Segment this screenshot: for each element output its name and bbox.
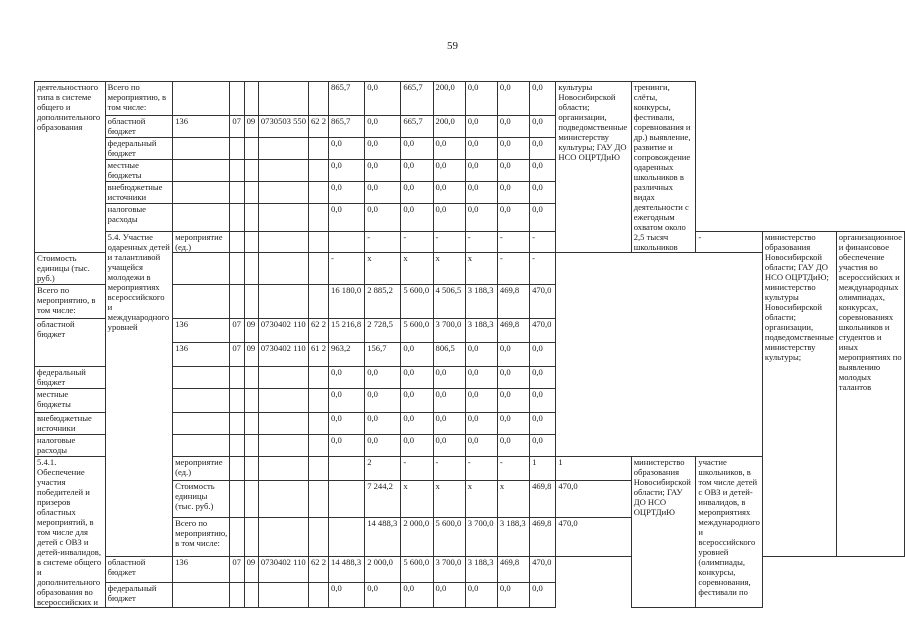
funding-source-cell: налоговые расходы <box>35 435 106 457</box>
amount-cell: - <box>530 232 556 253</box>
amount-cell: х <box>465 253 497 285</box>
expense-type-cell <box>329 481 365 518</box>
expense-type-cell <box>329 518 365 557</box>
amount-cell: 0,0 <box>433 435 465 457</box>
activity-name-cell: 5.4. Участие одаренных детей и талантливой учащейся молодежи в мероприятиях всероссийского и международного уровней <box>105 232 172 557</box>
amount-cell: 0,0 <box>329 204 365 232</box>
amount-cell: х <box>365 253 401 285</box>
amount-cell: 200,0 <box>433 116 465 138</box>
funding-source-cell: Всего по мероприятию, в том числе: <box>105 82 172 116</box>
amount-cell: 15 216,8 <box>329 319 365 343</box>
gov-code-cell <box>230 232 244 253</box>
target-article-cell <box>258 582 308 607</box>
expense-type-cell <box>309 582 329 607</box>
amount-cell: 0,0 <box>365 82 401 116</box>
section-code-cell: 07 <box>230 319 244 343</box>
amount-cell: 0,0 <box>365 116 401 138</box>
amount-cell: 0,0 <box>433 160 465 182</box>
expense-type-cell <box>309 182 329 204</box>
amount-cell: 3 700,0 <box>465 518 497 557</box>
page-number: 59 <box>447 40 458 52</box>
funding-source-cell: Всего по мероприятию, в том числе: <box>173 518 230 557</box>
amount-cell: 0,0 <box>401 582 433 607</box>
table-row <box>35 116 905 138</box>
amount-cell: 3 700,0 <box>433 557 465 582</box>
amount-cell: 0,0 <box>497 182 529 204</box>
amount-cell: 200,0 <box>433 82 465 116</box>
gov-code-cell <box>173 435 230 457</box>
gov-code-cell <box>173 82 230 116</box>
expense-type-cell <box>309 285 329 319</box>
gov-code-cell <box>230 457 244 481</box>
subsection-code-cell: 09 <box>244 343 258 367</box>
amount-cell: 470,0 <box>530 319 556 343</box>
section-code-cell <box>244 518 258 557</box>
section-code-cell <box>230 435 244 457</box>
amount-cell: 0,0 <box>497 389 529 413</box>
amount-cell: - <box>465 232 497 253</box>
activity-name-cell: деятельностного типа в системе общего и дополнительного образования <box>35 82 106 253</box>
amount-cell: х <box>433 481 465 518</box>
gov-code-cell: 136 <box>173 116 230 138</box>
subsection-code-cell <box>258 232 308 253</box>
amount-cell: 0,0 <box>530 435 556 457</box>
executor-cell: министерство образования Новосибирской области; ГАУ ДО НСО ОЦРТДиЮ <box>631 457 696 608</box>
target-article-cell <box>258 160 308 182</box>
amount-cell: 0,0 <box>497 582 529 607</box>
subsection-code-cell: 09 <box>244 557 258 582</box>
amount-cell: 0,0 <box>365 138 401 160</box>
subsection-code-cell <box>244 435 258 457</box>
amount-cell: 0,0 <box>530 413 556 435</box>
subsection-code-cell <box>244 182 258 204</box>
amount-cell: 3 700,0 <box>433 319 465 343</box>
amount-cell: 469,8 <box>530 481 556 518</box>
target-article-cell <box>258 367 308 389</box>
amount-cell: 0,0 <box>401 389 433 413</box>
amount-cell: 0,0 <box>401 413 433 435</box>
amount-cell: 0,0 <box>401 343 433 367</box>
amount-cell: 2 728,5 <box>365 319 401 343</box>
amount-cell: - <box>497 253 529 285</box>
gov-code-cell: 136 <box>173 319 230 343</box>
amount-cell: 0,0 <box>497 160 529 182</box>
amount-cell: 469,8 <box>497 557 529 582</box>
funding-source-cell: налоговые расходы <box>105 204 172 232</box>
amount-cell: 0,0 <box>401 435 433 457</box>
funding-source-cell: федеральный бюджет <box>35 367 106 389</box>
amount-cell: 0,0 <box>465 182 497 204</box>
amount-cell: - <box>329 253 365 285</box>
amount-cell: 5 600,0 <box>401 319 433 343</box>
table-row <box>35 182 905 204</box>
gov-code-cell <box>173 285 230 319</box>
target-article-cell <box>258 82 308 116</box>
section-code-cell <box>230 253 244 285</box>
section-code-cell <box>230 413 244 435</box>
amount-cell: 470,0 <box>530 285 556 319</box>
expected-result-cell: тренинги, слёты, конкурсы, фестивали, соревнования и др.) выявление, развитие и сопровождение одаренных школьников в различных видах деятельности с ежегодным охватом около 2,5 тысяч школьников <box>631 82 696 253</box>
amount-cell: 470,0 <box>556 481 631 518</box>
funding-source-cell: мероприятие (ед.) <box>173 232 230 253</box>
amount-cell: 469,8 <box>530 518 556 557</box>
amount-cell: 0,0 <box>433 204 465 232</box>
subsection-code-cell: 09 <box>244 319 258 343</box>
target-article-cell <box>309 481 329 518</box>
amount-cell: 0,0 <box>433 389 465 413</box>
amount-cell: 0,0 <box>465 138 497 160</box>
amount-cell: 963,2 <box>329 343 365 367</box>
gov-code-cell <box>173 413 230 435</box>
amount-cell: 0,0 <box>329 367 365 389</box>
amount-cell: 0,0 <box>530 82 556 116</box>
section-code-cell <box>230 182 244 204</box>
amount-cell: 0,0 <box>365 367 401 389</box>
amount-cell: 0,0 <box>530 389 556 413</box>
amount-cell: 7 244,2 <box>365 481 401 518</box>
activity-name-cell: 5.4.1. Обеспечение участия победителей и призеров областных мероприятий, в том числе для детей с ОВЗ и детей-инвалидов, в системе общего и дополнительного образования во всероссийских и <box>35 457 106 608</box>
table-row <box>35 557 905 582</box>
subsection-code-cell <box>244 285 258 319</box>
subsection-code-cell <box>244 160 258 182</box>
amount-cell: - <box>433 457 465 481</box>
expense-type-cell: 62 2 <box>309 319 329 343</box>
amount-cell: 0,0 <box>530 160 556 182</box>
amount-cell: 0,0 <box>365 389 401 413</box>
section-code-cell: 07 <box>230 343 244 367</box>
funding-source-cell: внебюджетные источники <box>105 182 172 204</box>
amount-cell: х <box>401 481 433 518</box>
section-code-cell <box>230 160 244 182</box>
expense-type-cell <box>309 413 329 435</box>
amount-cell: 0,0 <box>329 138 365 160</box>
gov-code-cell <box>173 160 230 182</box>
amount-cell: 14 488,3 <box>329 557 365 582</box>
gov-code-cell <box>173 138 230 160</box>
amount-cell: 0,0 <box>465 582 497 607</box>
gov-code-cell <box>173 182 230 204</box>
expense-type-cell <box>329 232 365 253</box>
amount-cell: 0,0 <box>433 367 465 389</box>
amount-cell: 0,0 <box>497 82 529 116</box>
amount-cell: 0,0 <box>465 435 497 457</box>
amount-cell: 0,0 <box>497 413 529 435</box>
amount-cell: 0,0 <box>433 182 465 204</box>
subsection-code-cell <box>244 204 258 232</box>
amount-cell: 0,0 <box>465 413 497 435</box>
amount-cell: 0,0 <box>465 343 497 367</box>
expense-type-cell <box>309 82 329 116</box>
gov-code-cell <box>173 582 230 607</box>
amount-cell: - <box>497 232 529 253</box>
amount-cell: 5 600,0 <box>401 557 433 582</box>
target-article-cell <box>258 138 308 160</box>
amount-cell: 0,0 <box>433 582 465 607</box>
amount-cell: 0,0 <box>329 389 365 413</box>
amount-cell: 0,0 <box>497 116 529 138</box>
amount-cell: 0,0 <box>465 82 497 116</box>
target-article-cell <box>258 253 308 285</box>
table-row <box>35 582 905 607</box>
table-row <box>35 138 905 160</box>
section-code-cell: 07 <box>230 557 244 582</box>
subsection-code-cell <box>244 138 258 160</box>
funding-source-cell: федеральный бюджет <box>105 138 172 160</box>
target-article-cell <box>258 285 308 319</box>
subsection-code-cell <box>244 413 258 435</box>
amount-cell: 0,0 <box>530 367 556 389</box>
amount-cell: 865,7 <box>329 116 365 138</box>
expense-type-cell <box>329 457 365 481</box>
amount-cell: 0,0 <box>497 204 529 232</box>
funding-source-cell: федеральный бюджет <box>105 582 172 607</box>
amount-cell: - <box>433 232 465 253</box>
section-code-cell <box>230 204 244 232</box>
table-row <box>35 232 905 253</box>
target-article-cell <box>258 204 308 232</box>
amount-cell: 0,0 <box>465 160 497 182</box>
gov-code-cell <box>173 204 230 232</box>
amount-cell: 0,0 <box>530 116 556 138</box>
amount-cell: 0,0 <box>497 343 529 367</box>
amount-cell: 0,0 <box>329 413 365 435</box>
expense-type-cell <box>309 389 329 413</box>
amount-cell: - <box>696 232 762 253</box>
section-code-cell <box>230 82 244 116</box>
amount-cell: 0,0 <box>365 204 401 232</box>
amount-cell: х <box>465 481 497 518</box>
amount-cell: 3 188,3 <box>465 285 497 319</box>
section-code-cell: 07 <box>230 116 244 138</box>
amount-cell: 0,0 <box>365 435 401 457</box>
expense-type-cell: 62 2 <box>309 116 329 138</box>
amount-cell: 0,0 <box>433 138 465 160</box>
amount-cell: 0,0 <box>401 138 433 160</box>
amount-cell: 1 <box>556 457 631 481</box>
funding-source-cell: областной бюджет <box>105 557 172 582</box>
gov-code-cell <box>173 389 230 413</box>
section-code-cell <box>230 285 244 319</box>
amount-cell: 2 000,0 <box>401 518 433 557</box>
amount-cell: 2 <box>365 457 401 481</box>
target-article-cell: 0730402 110 <box>258 557 308 582</box>
amount-cell: 806,5 <box>433 343 465 367</box>
amount-cell: - <box>497 457 529 481</box>
gov-code-cell <box>230 481 244 518</box>
amount-cell: 0,0 <box>329 435 365 457</box>
amount-cell: - <box>365 232 401 253</box>
amount-cell: 0,0 <box>401 160 433 182</box>
gov-code-cell: 136 <box>173 343 230 367</box>
section-code-cell <box>244 481 258 518</box>
subsection-code-cell <box>258 481 308 518</box>
subsection-code-cell <box>258 457 308 481</box>
funding-source-cell: внебюджетные источники <box>35 413 106 435</box>
amount-cell: 0,0 <box>497 435 529 457</box>
expected-result-cell: участие школьников, в том числе детей с ОВЗ и детей-инвалидов, в мероприятиях международного и всероссийского уровней (олимпиады, конкурсы, соревнования, фестивали по <box>696 457 762 608</box>
amount-cell: 469,8 <box>497 285 529 319</box>
funding-source-cell: местные бюджеты <box>35 389 106 413</box>
subsection-code-cell: 09 <box>244 116 258 138</box>
amount-cell: - <box>401 232 433 253</box>
expected-result-cell: организационное и финансовое обеспечение участия во всероссийских и международных олимпиадах, конкурсах, соревнованиях школьников и студентов и иных мероприятиях по выявлению молодых талантов <box>836 232 904 557</box>
amount-cell: 2 000,0 <box>365 557 401 582</box>
subsection-code-cell <box>244 82 258 116</box>
section-code-cell <box>244 232 258 253</box>
target-article-cell <box>258 389 308 413</box>
amount-cell: 3 188,3 <box>465 557 497 582</box>
section-code-cell <box>230 138 244 160</box>
amount-cell: 156,7 <box>365 343 401 367</box>
subsection-code-cell <box>244 582 258 607</box>
budget-table <box>34 81 905 608</box>
amount-cell: 16 180,0 <box>329 285 365 319</box>
target-article-cell <box>258 182 308 204</box>
gov-code-cell <box>230 518 244 557</box>
funding-source-cell: областной бюджет <box>105 116 172 138</box>
amount-cell: 469,8 <box>497 319 529 343</box>
target-article-cell: 0730402 110 <box>258 343 308 367</box>
amount-cell: 0,0 <box>530 182 556 204</box>
amount-cell: 0,0 <box>465 367 497 389</box>
amount-cell: 0,0 <box>329 160 365 182</box>
target-article-cell <box>258 413 308 435</box>
expense-type-cell: 61 2 <box>309 343 329 367</box>
amount-cell: 0,0 <box>401 367 433 389</box>
amount-cell: 665,7 <box>401 116 433 138</box>
table-row <box>35 204 905 232</box>
subsection-code-cell <box>244 253 258 285</box>
funding-source-cell: областной бюджет <box>35 319 106 367</box>
funding-source-cell: Стоимость единицы (тыс. руб.) <box>35 253 106 285</box>
amount-cell: 5 600,0 <box>433 518 465 557</box>
section-code-cell <box>230 582 244 607</box>
expense-type-cell <box>309 138 329 160</box>
amount-cell: 0,0 <box>401 182 433 204</box>
amount-cell: 0,0 <box>365 160 401 182</box>
amount-cell: - <box>465 457 497 481</box>
expense-type-cell <box>309 204 329 232</box>
amount-cell: 1 <box>530 457 556 481</box>
target-article-cell <box>258 435 308 457</box>
gov-code-cell: 136 <box>173 557 230 582</box>
amount-cell: 665,7 <box>401 82 433 116</box>
section-code-cell <box>244 457 258 481</box>
section-code-cell <box>230 367 244 389</box>
amount-cell: 470,0 <box>556 518 631 557</box>
amount-cell: 0,0 <box>497 367 529 389</box>
amount-cell: 14 488,3 <box>365 518 401 557</box>
target-article-cell <box>309 457 329 481</box>
amount-cell: 5 600,0 <box>401 285 433 319</box>
amount-cell: х <box>497 481 529 518</box>
amount-cell: 0,0 <box>465 204 497 232</box>
amount-cell: 0,0 <box>365 182 401 204</box>
expense-type-cell <box>309 160 329 182</box>
subsection-code-cell <box>244 367 258 389</box>
amount-cell: 2 885,2 <box>365 285 401 319</box>
amount-cell: 0,0 <box>465 116 497 138</box>
funding-source-cell: Стоимость единицы (тыс. руб.) <box>173 481 230 518</box>
amount-cell: 3 188,3 <box>497 518 529 557</box>
budget-table-body <box>35 82 905 608</box>
target-article-cell <box>309 518 329 557</box>
amount-cell: 0,0 <box>465 389 497 413</box>
target-article-cell: 0730503 550 <box>258 116 308 138</box>
amount-cell: 0,0 <box>530 343 556 367</box>
amount-cell: 0,0 <box>530 138 556 160</box>
amount-cell: х <box>401 253 433 285</box>
amount-cell: 865,7 <box>329 82 365 116</box>
amount-cell: 3 188,3 <box>465 319 497 343</box>
funding-source-cell: мероприятие (ед.) <box>173 457 230 481</box>
amount-cell: 4 506,5 <box>433 285 465 319</box>
expense-type-cell <box>309 367 329 389</box>
amount-cell: - <box>401 457 433 481</box>
target-article-cell: 0730402 110 <box>258 319 308 343</box>
amount-cell: 0,0 <box>497 138 529 160</box>
amount-cell: 0,0 <box>530 582 556 607</box>
executor-cell: министерство образования Новосибирской области; ГАУ ДО НСО ОЦРТДиЮ; министерство культуры Новосибирской области; организации, подведомственные министерству культуры; <box>762 232 836 557</box>
expense-type-cell <box>309 435 329 457</box>
subsection-code-cell <box>244 389 258 413</box>
subsection-code-cell <box>258 518 308 557</box>
funding-source-cell: Всего по мероприятию, в том числе: <box>35 285 106 319</box>
amount-cell: 470,0 <box>530 557 556 582</box>
executor-cell: культуры Новосибирской области; организации, подведомственные министерству культуры; ГАУ ДО НСО ОЦРТДиЮ <box>556 82 631 253</box>
amount-cell: 0,0 <box>329 182 365 204</box>
target-article-cell <box>309 232 329 253</box>
gov-code-cell <box>173 253 230 285</box>
funding-source-cell: местные бюджеты <box>105 160 172 182</box>
amount-cell: 0,0 <box>433 413 465 435</box>
expense-type-cell: 62 2 <box>309 557 329 582</box>
amount-cell: - <box>530 253 556 285</box>
amount-cell: 0,0 <box>365 582 401 607</box>
amount-cell: 0,0 <box>530 204 556 232</box>
amount-cell: х <box>433 253 465 285</box>
gov-code-cell <box>173 367 230 389</box>
amount-cell: 0,0 <box>329 582 365 607</box>
expense-type-cell <box>309 253 329 285</box>
amount-cell: 0,0 <box>401 204 433 232</box>
table-row <box>35 82 905 116</box>
table-row <box>35 160 905 182</box>
section-code-cell <box>230 389 244 413</box>
amount-cell: 0,0 <box>365 413 401 435</box>
